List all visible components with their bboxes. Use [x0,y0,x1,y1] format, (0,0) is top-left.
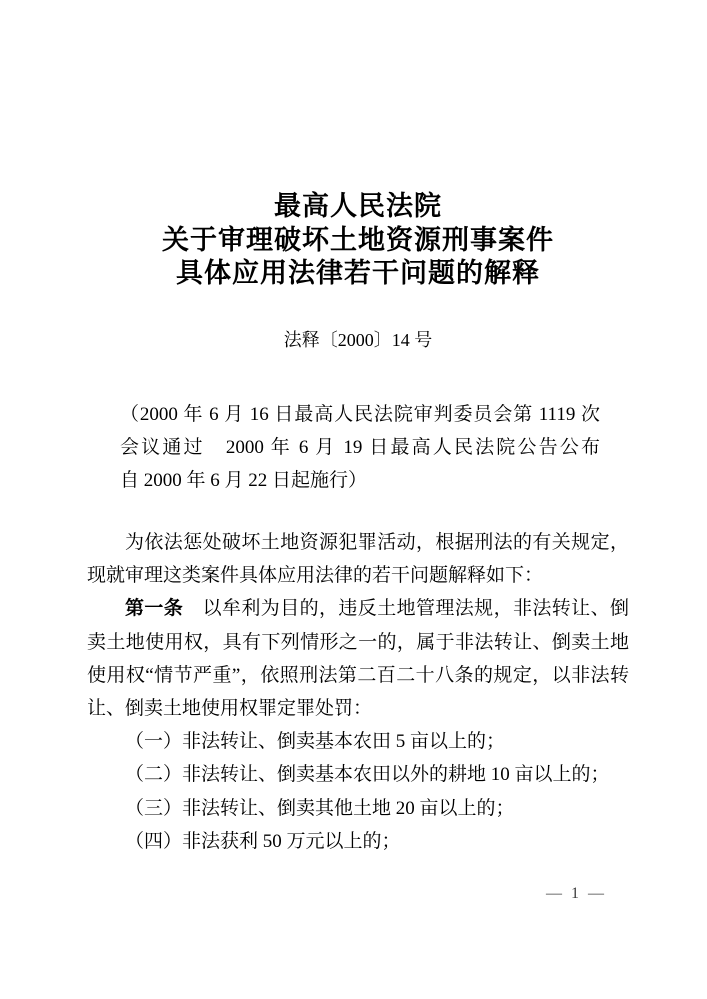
body-line-6: 让、倒卖土地使用权罪定罪处罚： [87,698,373,720]
title-line-court: 最高人民法院 [274,191,442,221]
preamble-line-1: （2000 年 6 月 16 日最高人民法院审判委员会第 1119 次 [120,404,600,425]
body-line-9: （三）非法转让、倒卖其他土地 20 亩以上的； [125,797,515,819]
page-number: — 1 — [546,885,604,902]
title-line-subject: 关于审理破坏土地资源刑事案件 [162,224,554,255]
body-line-10: （四）非法获利 50 万元以上的； [125,830,401,852]
body-line-5: 使用权“情节严重”，依照刑法第二百二十八条的规定，以非法转 [87,664,629,686]
preamble-line-2: 会议通过 2000 年 6 月 19 日最高人民法院公告公布 [120,437,600,459]
article-number-label: 第一条 [125,598,184,620]
preamble-line-3: 自 2000 年 6 月 22 日起施行） [120,470,368,492]
body-line-3: 第一条 以牟利为目的，违反土地管理法规，非法转让、倒 [125,598,629,620]
body-line-4: 卖土地使用权，具有下列情形之一的，属于非法转让、倒卖土地 [87,631,629,653]
body-line-7: （一）非法转让、倒卖基本农田 5 亩以上的； [125,731,506,753]
body-line-1: 为依法惩处破坏土地资源犯罪活动，根据刑法的有关规定， [125,532,629,553]
body-text [87,526,629,858]
body-line-2: 现就审理这类案件具体应用法律的若干问题解释如下： [87,565,544,587]
title-line-subject-2: 具体应用法律若干问题的解释 [176,258,540,288]
preamble [120,398,600,498]
document-title [87,190,629,291]
body-line-8: （二）非法转让、倒卖基本农田以外的耕地 10 亩以上的； [125,764,610,786]
doc-number: 法释〔2000〕14 号 [283,330,433,350]
